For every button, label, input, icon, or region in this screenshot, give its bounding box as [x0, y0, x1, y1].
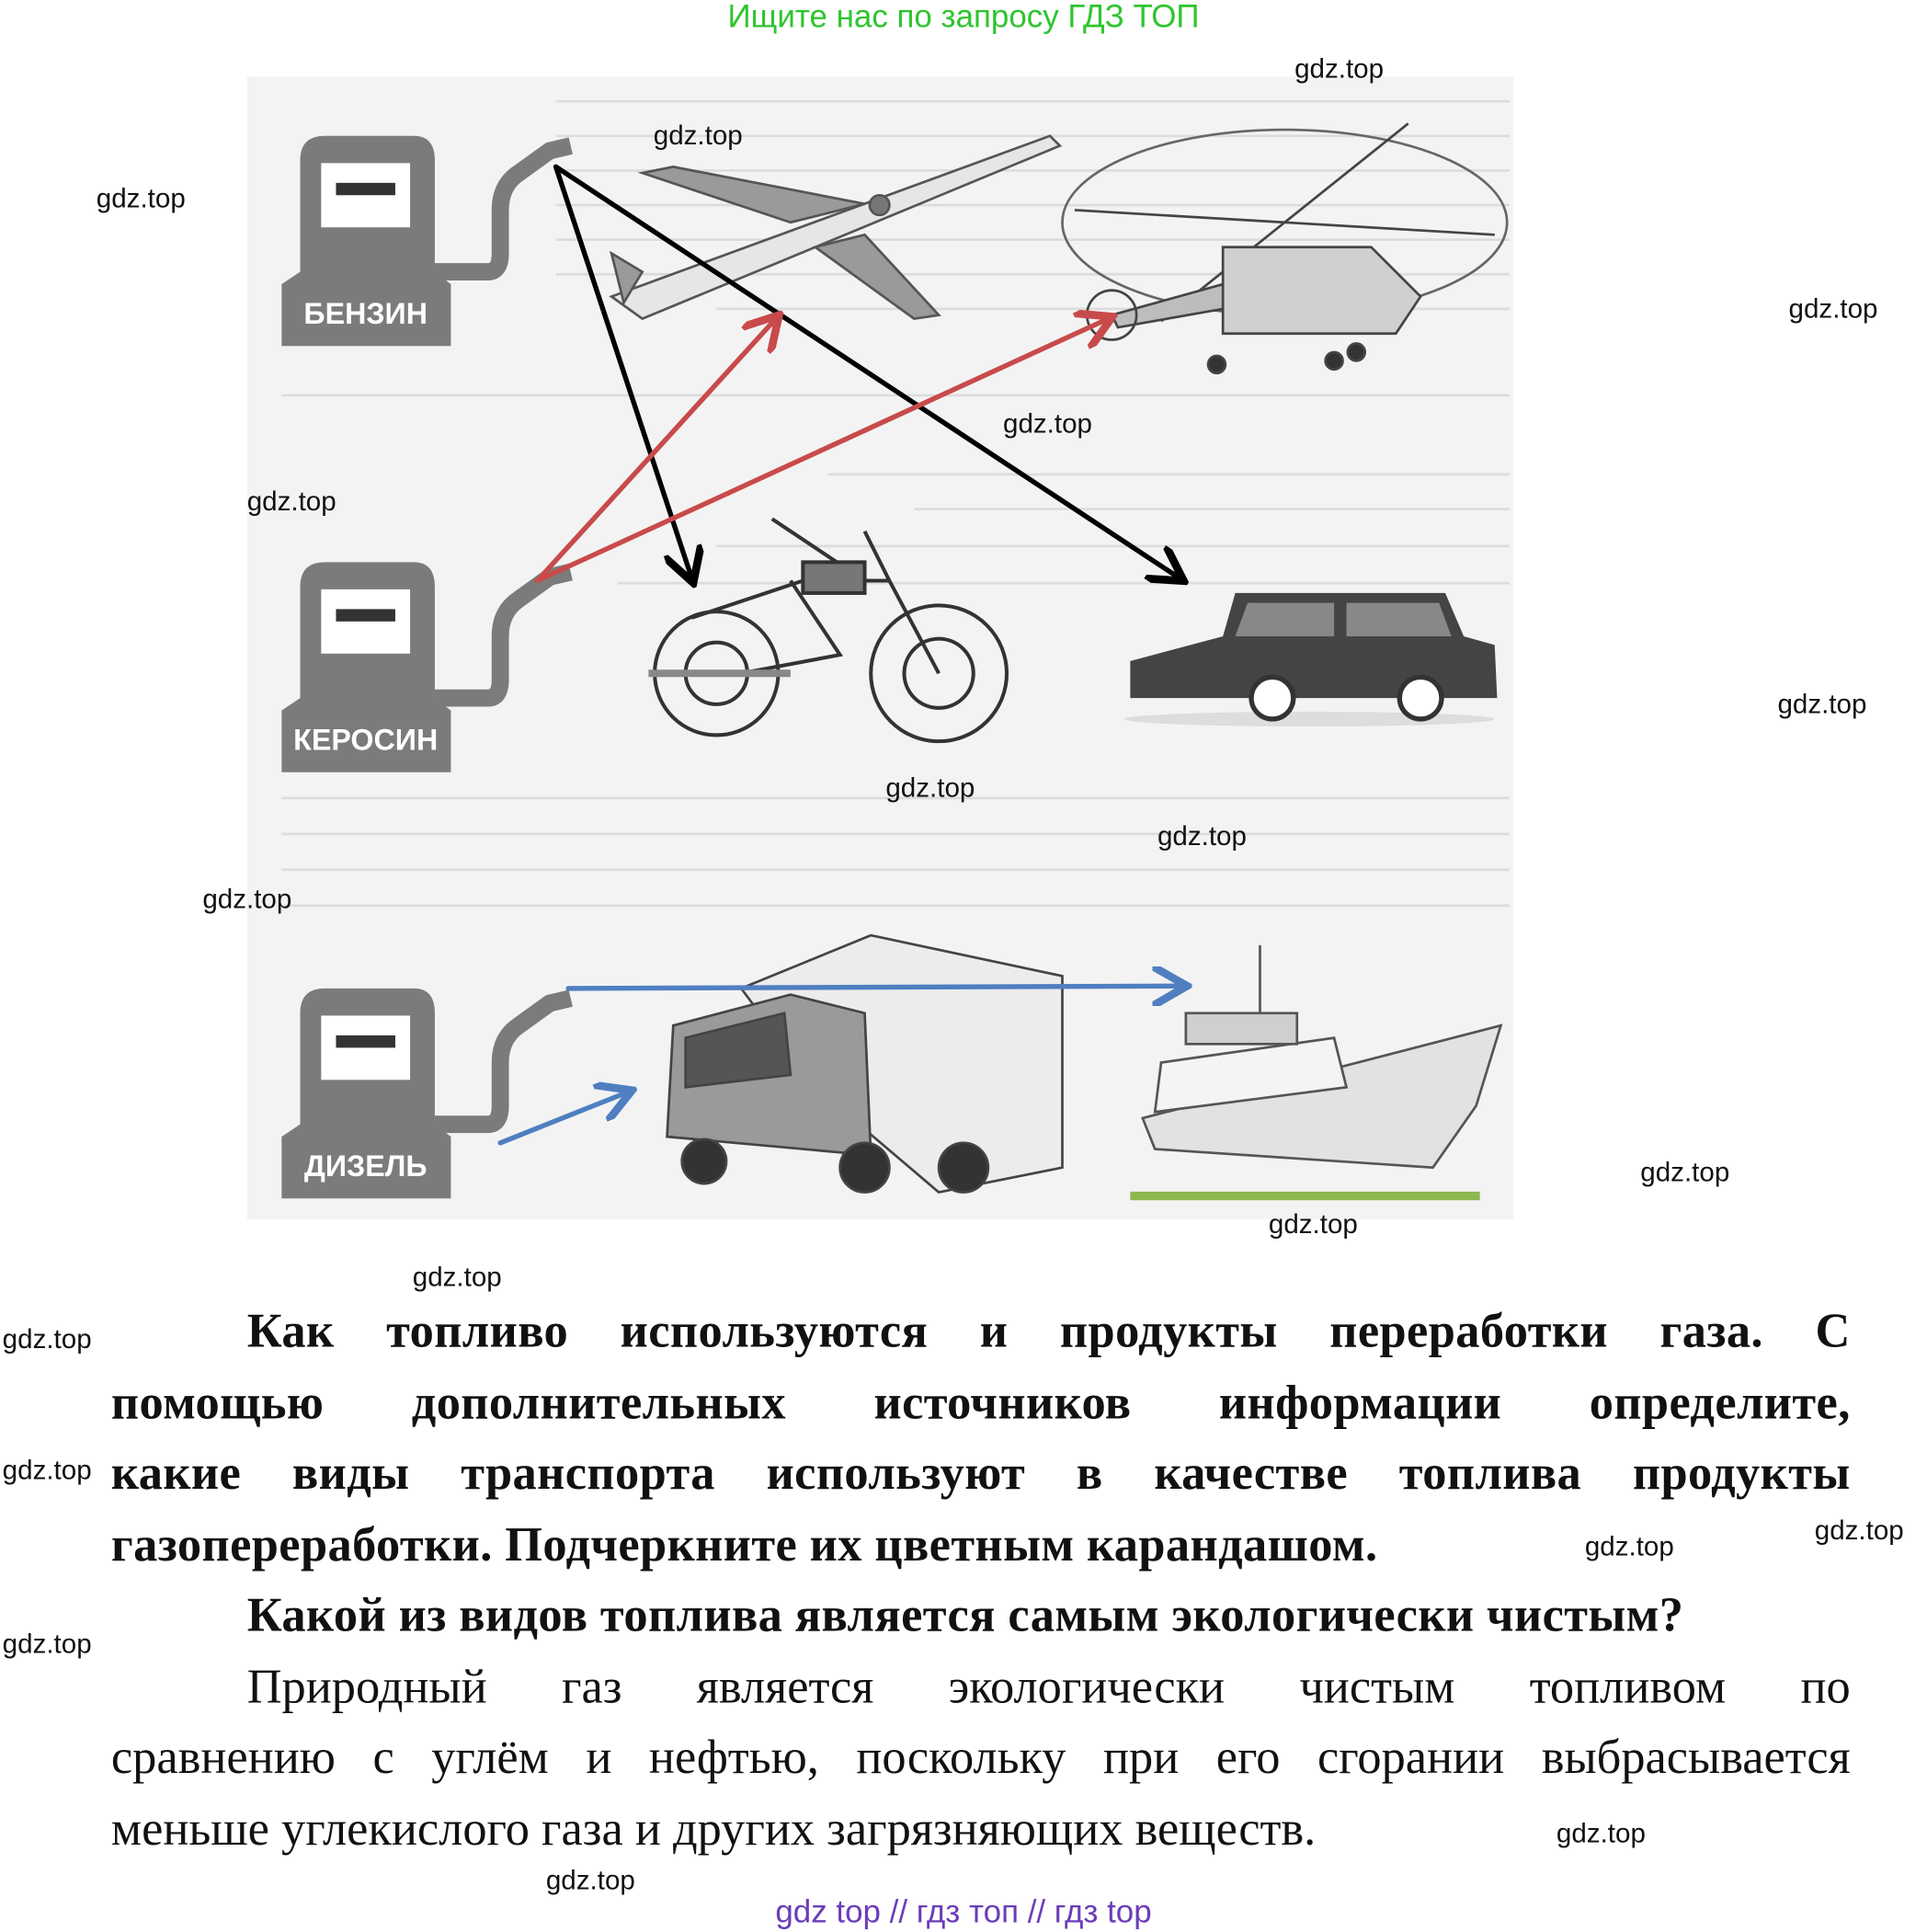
diesel-to-ship-arrow [568, 986, 1182, 989]
fuel-pump-label: КЕРОСИН [293, 723, 439, 757]
watermark: gdz.top [1788, 292, 1878, 325]
search-banner: Ищите нас по запросу ГДЗ ТОП [727, 0, 1200, 35]
watermark: gdz.top [1777, 688, 1867, 719]
task-line: газопереработки. Подчеркните их цветным карандашом. [110, 1517, 1378, 1572]
watermark: gdz.top [1584, 1530, 1674, 1562]
watermark: gdz.top [1003, 407, 1092, 439]
task-text [111, 1296, 1851, 1864]
watermark: gdz.top [1157, 820, 1247, 852]
task-line: Как топливо используются и продукты переработки газа. С [246, 1304, 1851, 1358]
watermark: gdz.top [2, 1628, 92, 1660]
watermark: gdz.top [885, 772, 975, 804]
answer-line: Природный газ является экологически чистым топливом по [246, 1660, 1851, 1713]
footer-watermark: gdz top // гдз топ // гдз top [775, 1892, 1152, 1930]
watermark: gdz.top [246, 486, 336, 517]
watermark: gdz.top [1268, 1208, 1358, 1240]
watermark: gdz.top [1556, 1817, 1646, 1849]
question-line: Какой из видов топлива является самым экологически чистым? [246, 1588, 1684, 1642]
watermark: gdz.top [1294, 52, 1385, 85]
watermark: gdz.top [96, 182, 186, 214]
fuel-pump-label: БЕНЗИН [303, 297, 428, 331]
watermark: gdz.top [653, 120, 743, 151]
task-line: какие виды транспорта используют в качестве топлива продукты [110, 1446, 1851, 1501]
watermark: gdz.top [2, 1454, 92, 1486]
answer-line: сравнению с углём и нефтью, поскольку при его сгорании выбрасывается [110, 1731, 1851, 1785]
watermark: gdz.top [2, 1322, 92, 1355]
watermark: gdz.top [1640, 1156, 1730, 1188]
fuel-pump-label: ДИЗЕЛЬ [303, 1149, 428, 1183]
answer-line: меньше углекислого газа и других загрязняющих веществ. [110, 1801, 1317, 1856]
task-line: помощью дополнительных источников информации определите, [110, 1376, 1851, 1429]
watermark: gdz.top [412, 1261, 502, 1293]
watermark: gdz.top [202, 883, 292, 915]
watermark: gdz.top [1814, 1515, 1904, 1546]
watermark: gdz.top [545, 1864, 635, 1896]
